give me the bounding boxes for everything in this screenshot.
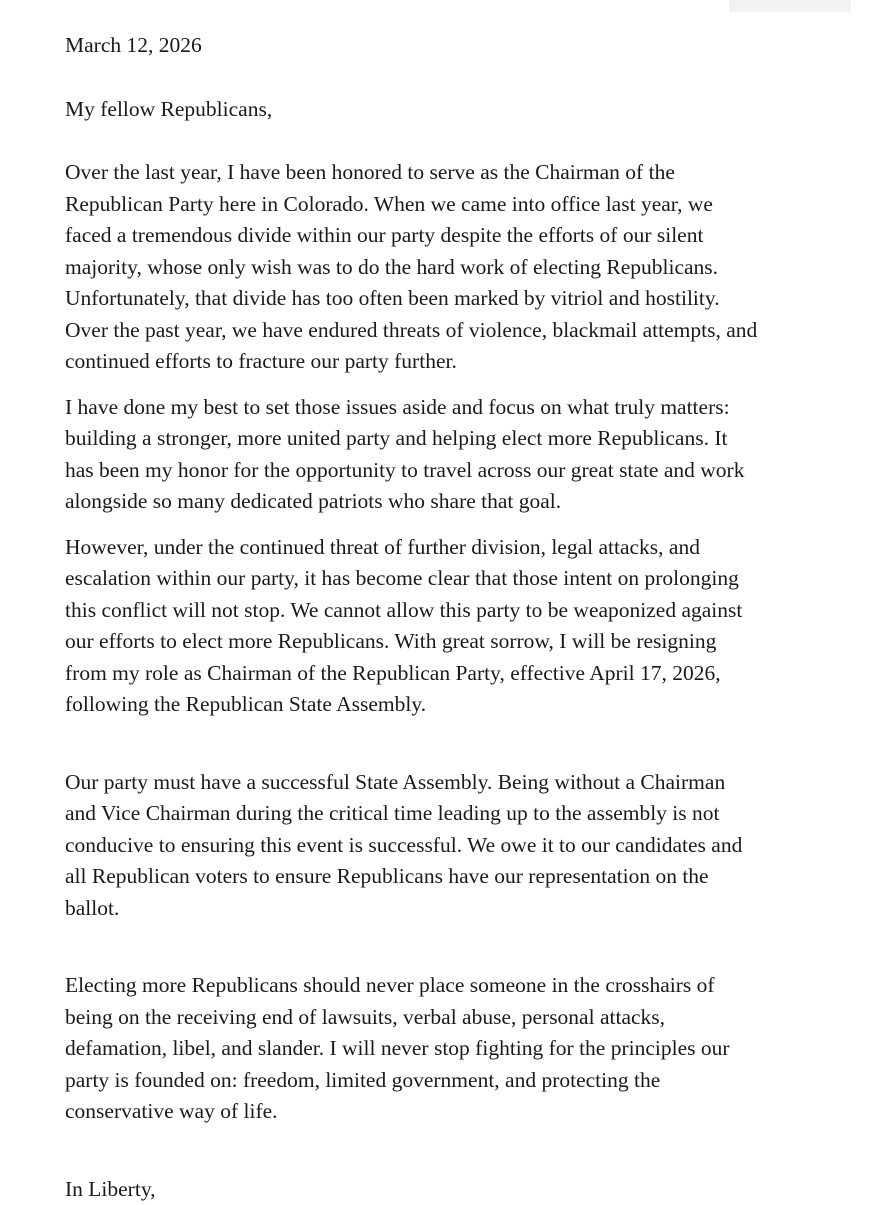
text-line: conducive to ensuring this event is successful. We owe it to our candidates and xyxy=(65,830,835,862)
text-line: our efforts to elect more Republicans. With great sorrow, I will be resigning xyxy=(65,626,835,658)
corner-tab xyxy=(729,0,851,12)
text-line: I have done my best to set those issues aside and focus on what truly matters: xyxy=(65,392,835,424)
paragraph-1 xyxy=(65,157,835,378)
text-line: all Republican voters to ensure Republicans have our representation on the xyxy=(65,861,835,893)
text-line: faced a tremendous divide within our party despite the efforts of our silent xyxy=(65,220,835,252)
text-line: party is founded on: freedom, limited government, and protecting the xyxy=(65,1065,835,1097)
text-line: alongside so many dedicated patriots who share that goal. xyxy=(65,486,835,518)
letter-salutation: My fellow Republicans, xyxy=(65,94,835,126)
text-line: ballot. xyxy=(65,893,835,925)
text-line: Republican Party here in Colorado. When we came into office last year, we xyxy=(65,189,835,221)
text-line: being on the receiving end of lawsuits, verbal abuse, personal attacks, xyxy=(65,1002,835,1034)
paragraph-4 xyxy=(65,767,835,925)
text-line: and Vice Chairman during the critical time leading up to the assembly is not xyxy=(65,798,835,830)
paragraph-3 xyxy=(65,532,835,721)
text-line: continued efforts to fracture our party further. xyxy=(65,346,835,378)
text-line: this conflict will not stop. We cannot allow this party to be weaponized against xyxy=(65,595,835,627)
text-line: conservative way of life. xyxy=(65,1096,835,1128)
letter-body xyxy=(65,30,835,1205)
text-line: from my role as Chairman of the Republican Party, effective April 17, 2026, xyxy=(65,658,835,690)
text-line: Over the last year, I have been honored to serve as the Chairman of the xyxy=(65,157,835,189)
text-line: majority, whose only wish was to do the hard work of electing Republicans. xyxy=(65,252,835,284)
text-line: However, under the continued threat of further division, legal attacks, and xyxy=(65,532,835,564)
paragraph-2 xyxy=(65,392,835,518)
text-line: Our party must have a successful State Assembly. Being without a Chairman xyxy=(65,767,835,799)
text-line: defamation, libel, and slander. I will never stop fighting for the principles our xyxy=(65,1033,835,1065)
text-line: has been my honor for the opportunity to travel across our great state and work xyxy=(65,455,835,487)
text-line: Over the past year, we have endured threats of violence, blackmail attempts, and xyxy=(65,315,835,347)
text-line: escalation within our party, it has become clear that those intent on prolonging xyxy=(65,563,835,595)
paragraph-5 xyxy=(65,970,835,1128)
text-line: Electing more Republicans should never place someone in the crosshairs of xyxy=(65,970,835,1002)
letter-closing: In Liberty, xyxy=(65,1174,835,1205)
letter-date: March 12, 2026 xyxy=(65,30,835,62)
text-line: Unfortunately, that divide has too often been marked by vitriol and hostility. xyxy=(65,283,835,315)
text-line: building a stronger, more united party and helping elect more Republicans. It xyxy=(65,423,835,455)
text-line: following the Republican State Assembly. xyxy=(65,689,835,721)
